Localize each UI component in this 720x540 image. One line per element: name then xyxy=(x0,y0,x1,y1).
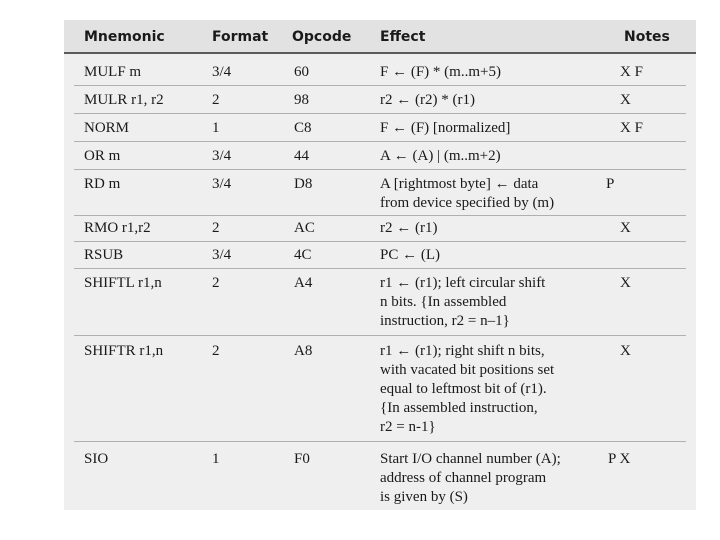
cell-notes: X xyxy=(620,92,631,108)
table-header xyxy=(64,20,696,54)
effect-line: r2 ← (r1) xyxy=(380,220,438,236)
effect-line: A ← (A) | (m..m+2) xyxy=(380,148,501,164)
cell-format: 2 xyxy=(212,343,220,359)
effect-line: n bits. {In assembled xyxy=(380,294,507,310)
effect-line: instruction, r2 = n–1} xyxy=(380,313,510,329)
effect-line: r2 = n-1} xyxy=(380,419,436,435)
cell-mnemonic: MULF m xyxy=(84,64,142,80)
effect-line: address of channel program xyxy=(380,470,547,486)
header-effect: Effect xyxy=(380,29,426,45)
header-format: Format xyxy=(212,29,269,45)
cell-notes: X xyxy=(620,220,631,236)
row-divider xyxy=(74,441,686,442)
cell-format: 3/4 xyxy=(212,176,232,192)
row-divider xyxy=(74,141,686,142)
cell-opcode: F0 xyxy=(294,451,310,467)
cell-notes: X xyxy=(620,275,631,291)
row-divider xyxy=(74,169,686,170)
cell-effect xyxy=(380,274,545,331)
header-opcode: Opcode xyxy=(292,29,352,45)
effect-line: equal to leftmost bit of (r1). xyxy=(380,381,547,397)
cell-mnemonic: MULR r1, r2 xyxy=(84,92,164,108)
effect-line: is given by (S) xyxy=(380,489,468,505)
effect-line: PC ← (L) xyxy=(380,247,440,263)
effect-line: F ← (F) [normalized] xyxy=(380,120,511,136)
cell-mnemonic: RSUB xyxy=(84,247,124,263)
cell-opcode: 60 xyxy=(294,64,309,80)
cell-opcode: 44 xyxy=(294,148,309,164)
cell-notes: X F xyxy=(620,120,643,136)
cell-effect xyxy=(380,175,554,213)
cell-mnemonic: SIO xyxy=(84,451,109,467)
effect-line: from device specified by (m) xyxy=(380,195,555,211)
cell-mnemonic: RD m xyxy=(84,176,121,192)
cell-opcode: A8 xyxy=(294,343,313,359)
cell-mnemonic: RMO r1,r2 xyxy=(84,220,151,236)
effect-line: with vacated bit positions set xyxy=(380,362,555,378)
cell-format: 1 xyxy=(212,120,220,136)
cell-effect xyxy=(380,63,501,82)
row-divider xyxy=(74,241,686,242)
cell-opcode: A4 xyxy=(294,275,313,291)
cell-format: 3/4 xyxy=(212,148,232,164)
cell-notes: X xyxy=(620,343,631,359)
cell-format: 2 xyxy=(212,220,220,236)
cell-effect xyxy=(380,219,437,238)
cell-format: 3/4 xyxy=(212,247,232,263)
effect-line: r2 ← (r2) * (r1) xyxy=(380,92,475,108)
cell-effect xyxy=(380,91,475,110)
cell-opcode: 98 xyxy=(294,92,309,108)
cell-opcode: D8 xyxy=(294,176,313,192)
cell-opcode: C8 xyxy=(294,120,312,136)
cell-opcode: AC xyxy=(294,220,315,236)
row-divider xyxy=(74,268,686,269)
cell-effect xyxy=(380,450,561,507)
cell-effect xyxy=(380,342,554,437)
row-divider xyxy=(74,85,686,86)
cell-notes: P X xyxy=(608,451,631,467)
effect-line: r1 ← (r1); right shift n bits, xyxy=(380,343,545,359)
effect-line: Start I/O channel number (A); xyxy=(380,451,561,467)
header-mnemonic: Mnemonic xyxy=(84,29,165,45)
cell-effect xyxy=(380,119,510,138)
row-divider xyxy=(74,113,686,114)
cell-mnemonic: SHIFTL r1,n xyxy=(84,275,162,291)
cell-mnemonic: OR m xyxy=(84,148,121,164)
cell-format: 2 xyxy=(212,275,220,291)
cell-effect xyxy=(380,147,501,166)
row-divider xyxy=(74,335,686,336)
effect-line: A [rightmost byte] ← data xyxy=(380,176,539,192)
cell-notes: P xyxy=(606,176,615,192)
cell-mnemonic: SHIFTR r1,n xyxy=(84,343,164,359)
cell-opcode: 4C xyxy=(294,247,312,263)
effect-line: {In assembled instruction, xyxy=(380,400,538,416)
cell-mnemonic: NORM xyxy=(84,120,130,136)
cell-format: 2 xyxy=(212,92,220,108)
cell-notes: X F xyxy=(620,64,643,80)
effect-line: r1 ← (r1); left circular shift xyxy=(380,275,546,291)
cell-format: 1 xyxy=(212,451,220,467)
row-divider xyxy=(74,215,686,216)
header-notes: Notes xyxy=(624,29,670,45)
effect-line: F ← (F) * (m..m+5) xyxy=(380,64,501,80)
instruction-table-page xyxy=(64,20,696,510)
cell-format: 3/4 xyxy=(212,64,232,80)
cell-effect xyxy=(380,246,440,265)
